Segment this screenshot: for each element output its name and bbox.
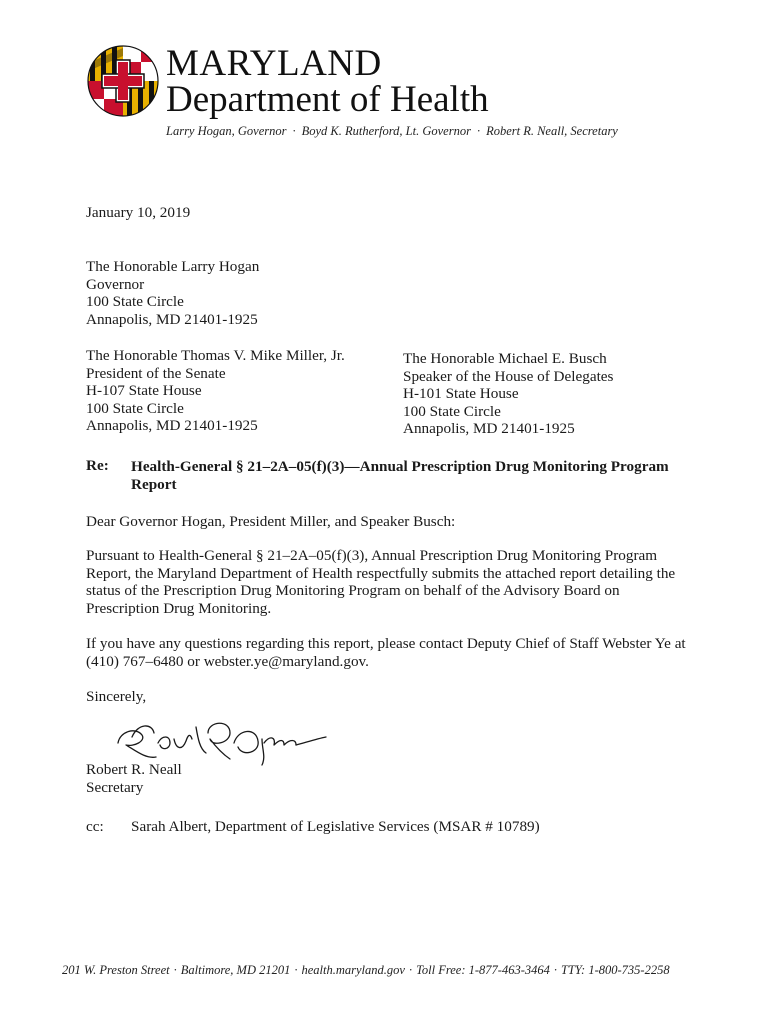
recipient-line: The Honorable Thomas V. Mike Miller, Jr. (86, 347, 345, 364)
recipient-line: The Honorable Larry Hogan (86, 258, 260, 275)
body-paragraph-1: Pursuant to Health-General § 21–2A–05(f)(3), Annual Prescription Drug Monitoring Program Report, the Maryland Department of Health respectfully submits the attached report detailing the status of the Prescription Drug Monitoring Program on behalf of the Advisory Board on Prescription Drug Monitoring. (86, 547, 676, 617)
re-subject: Health-General § 21–2A–05(f)(3)—Annual Prescription Drug Monitoring Program Report (131, 458, 669, 493)
recipient-line: Annapolis, MD 21401-1925 (86, 310, 258, 328)
recipient-line: H-107 State House (86, 382, 202, 399)
recipient-line: Governor (86, 275, 145, 293)
recipient-line: The Honorable Michael E. Busch (403, 350, 607, 367)
cc-recipient: Sarah Albert, Department of Legislative Services (MSAR # 10789) (131, 818, 540, 835)
secretary-name: Robert R. Neall, Secretary (486, 124, 618, 138)
org-name-line2: Department of Health (166, 79, 489, 120)
org-name-line1: MARYLAND (166, 43, 382, 84)
separator: · (294, 963, 298, 977)
maryland-flag-logo-icon (86, 44, 160, 118)
recipient-line: 100 State Circle (403, 402, 501, 420)
recipient-line: 100 State Circle (86, 293, 184, 310)
footer-toll-free: Toll Free: 1-877-463-3464 (416, 963, 550, 977)
signer-title: Secretary (86, 779, 144, 796)
recipient-line: H-101 State House (403, 385, 519, 402)
officials-line (166, 124, 618, 139)
recipient-senate-president (86, 347, 345, 435)
body-paragraph-2: If you have any questions regarding this report, please contact Deputy Chief of Staff Webster Ye at (410) 767–6480 or webster.ye@maryland.gov. (86, 635, 686, 670)
footer-address: 201 W. Preston Street (62, 963, 170, 977)
separator: · (292, 124, 296, 138)
separator: · (173, 963, 177, 977)
salutation: Dear Governor Hogan, President Miller, and Speaker Busch: (86, 513, 456, 530)
recipient-line: Annapolis, MD 21401-1925 (403, 420, 575, 437)
cc-label: cc: (86, 818, 104, 835)
recipient-line: Speaker of the House of Delegates (403, 367, 614, 385)
recipient-line: President of the Senate (86, 364, 226, 382)
lt-governor-name: Boyd K. Rutherford, Lt. Governor (301, 124, 471, 138)
recipient-line: Annapolis, MD 21401-1925 (86, 417, 258, 434)
footer-city: Baltimore, MD 21201 (180, 963, 291, 977)
footer-tty: TTY: 1-800-735-2258 (561, 963, 670, 977)
recipient-house-speaker (403, 350, 613, 438)
re-label: Re: (86, 457, 109, 474)
separator: · (553, 963, 558, 977)
recipient-governor (86, 258, 259, 328)
closing: Sincerely, (86, 688, 147, 705)
signer-name: Robert R. Neall (86, 761, 182, 778)
letter-date: January 10, 2019 (86, 204, 191, 221)
recipient-line: 100 State Circle (86, 399, 184, 417)
footer-contact-line (62, 963, 670, 978)
separator: · (408, 963, 413, 977)
footer-website: health.maryland.gov (301, 963, 405, 977)
governor-name: Larry Hogan, Governor (166, 124, 287, 138)
separator: · (476, 124, 481, 138)
